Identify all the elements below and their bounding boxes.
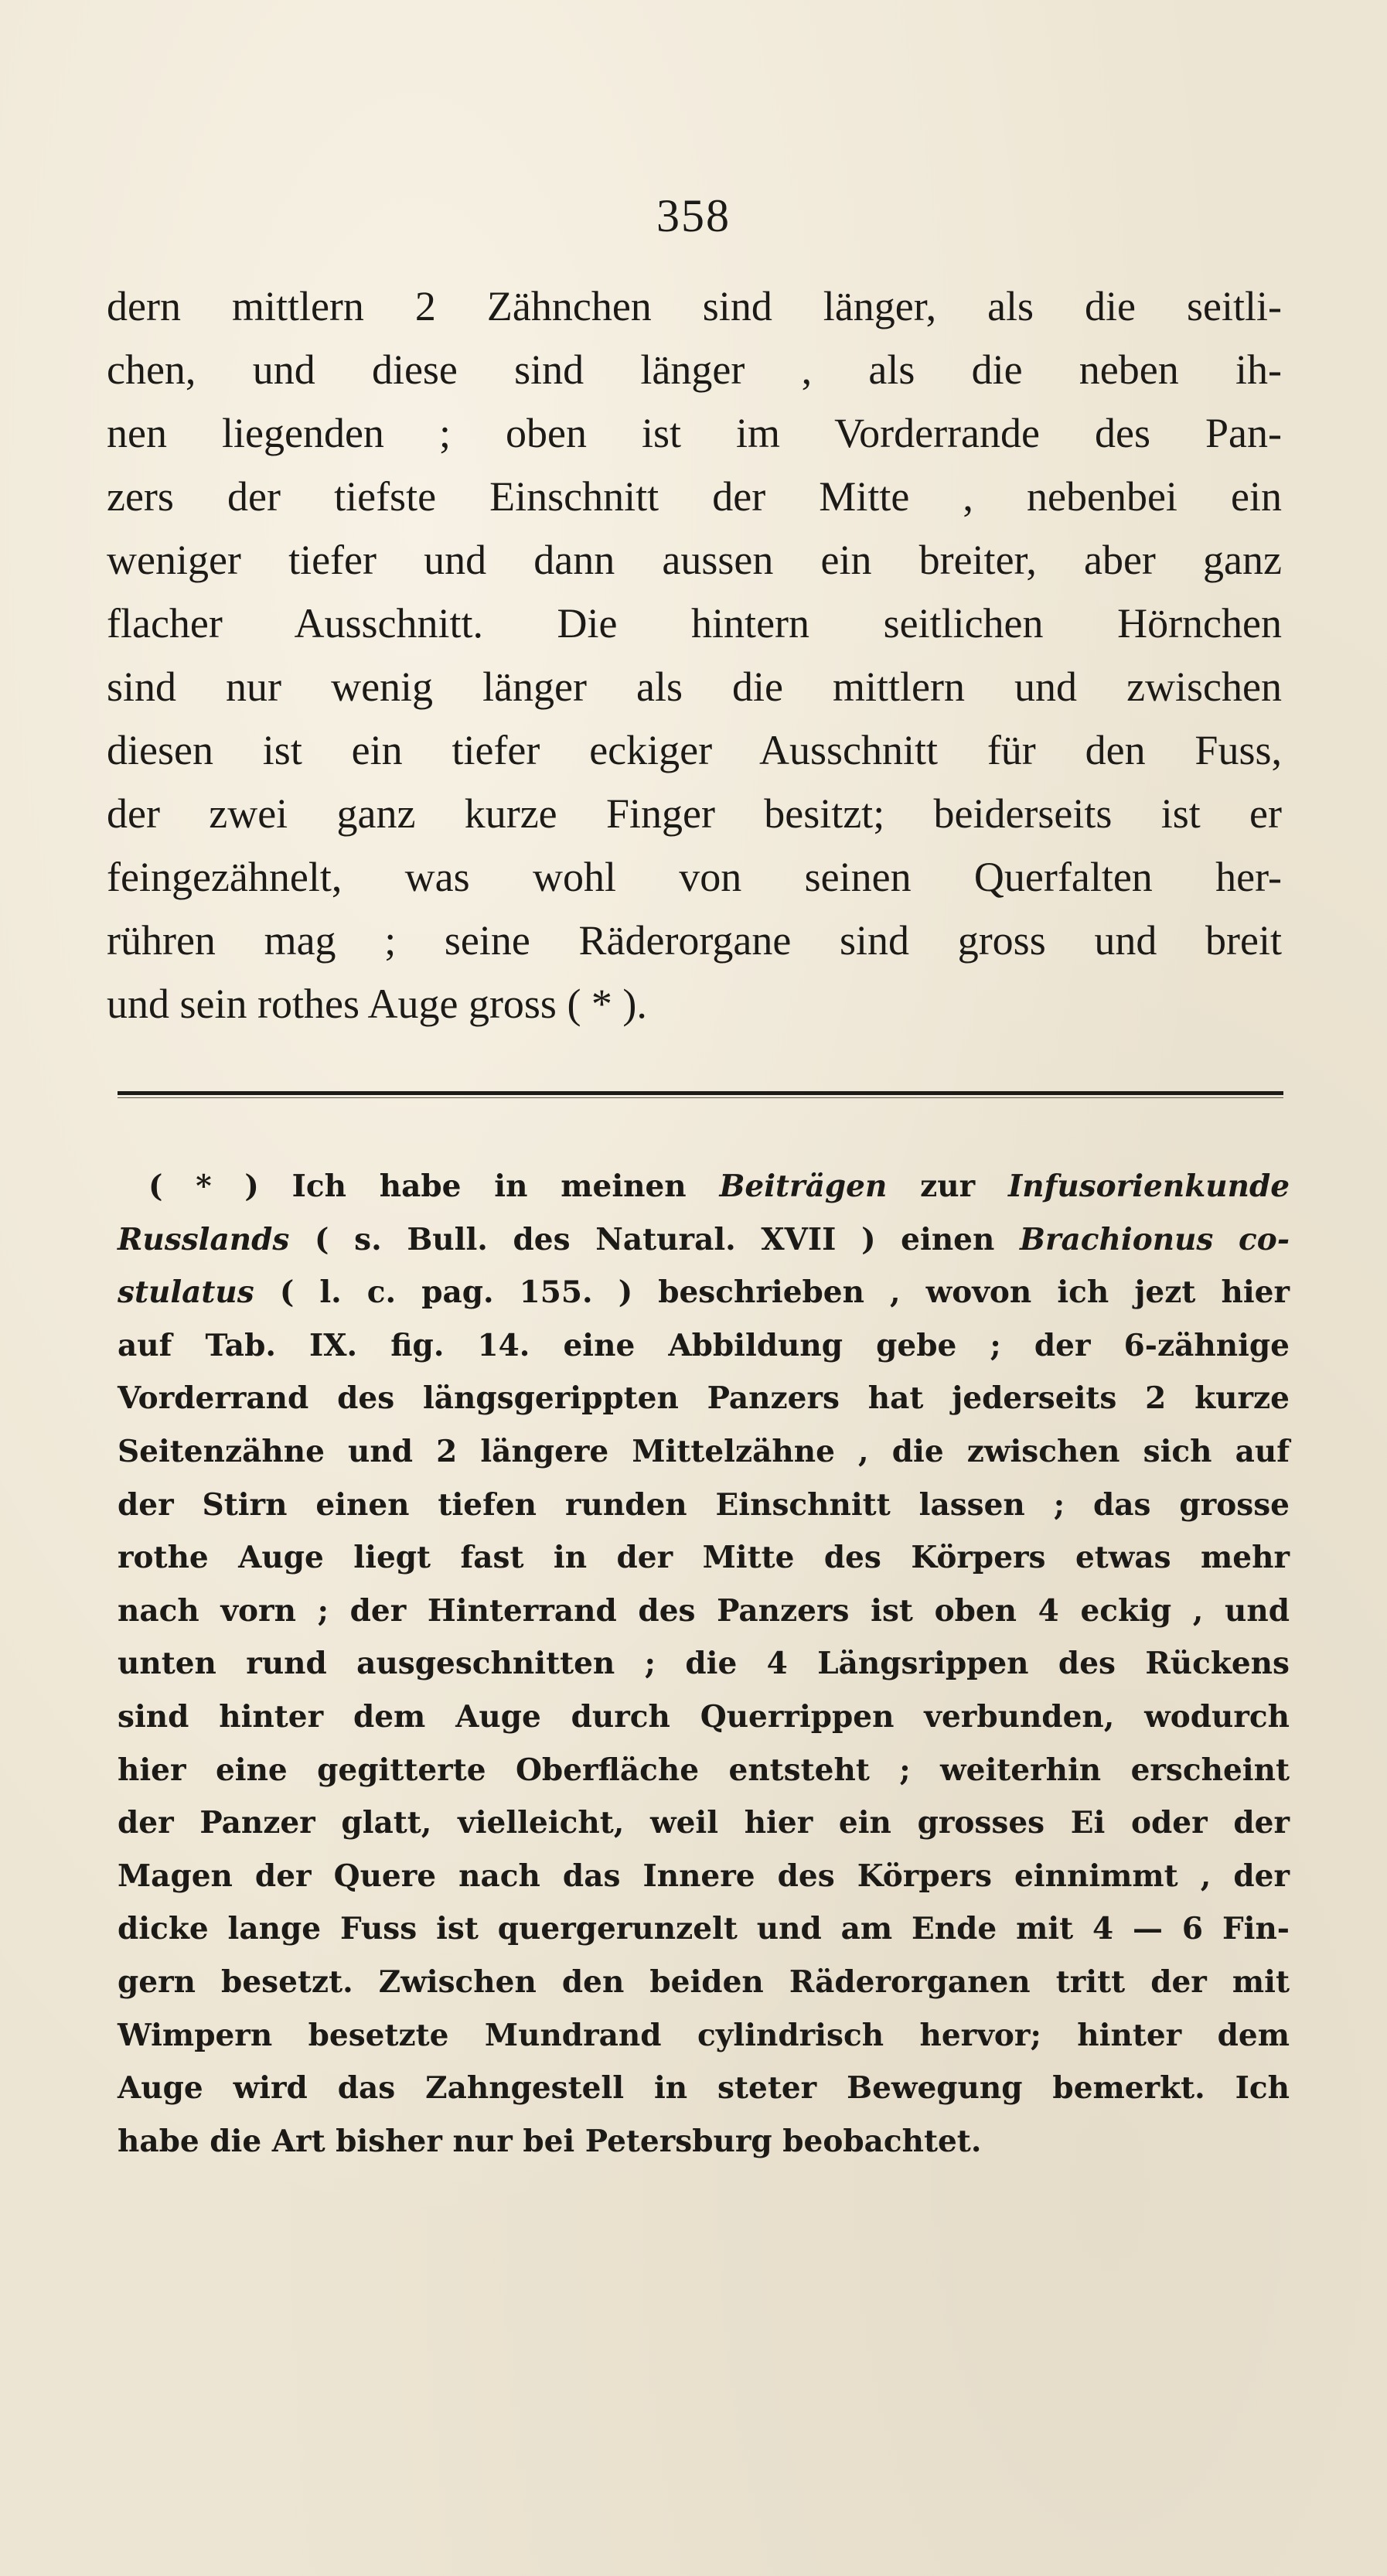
footnote-line: unten rund ausgeschnitten ; die 4 Längsrippen des Rückens bbox=[118, 1646, 1290, 1682]
footnote-line: dicke lange Fuss ist quergerunzelt und am Ende mit 4 — 6 Fin- bbox=[118, 1911, 1290, 1947]
footnote-line: habe die Art bisher nur bei Petersburg beobachtet. bbox=[118, 2123, 982, 2159]
main-text-line: und sein rothes Auge gross ( * ). bbox=[107, 981, 647, 1027]
main-text-line: dern mittlern 2 Zähnchen sind länger, als die seitli- bbox=[107, 283, 1282, 329]
footnote-line: Seitenzähne und 2 längere Mittelzähne , die zwischen sich auf bbox=[118, 1433, 1290, 1469]
footnote-separator-hairline bbox=[118, 1097, 1283, 1098]
footnote-line bbox=[118, 1213, 1290, 1267]
footnote-text: ( l. c. pag. 155. ) beschrieben , wovon ich jezt hier bbox=[279, 1274, 1290, 1311]
footnote-text: ( * ) Ich habe in meinen bbox=[148, 1169, 687, 1204]
footnote-separator-rule bbox=[118, 1091, 1283, 1095]
main-text-line: sind nur wenig länger als die mittlern und zwischen bbox=[107, 664, 1282, 710]
footnote-line: auf Tab. IX. fig. 14. eine Abbildung gebe ; der 6-zähnige bbox=[118, 1327, 1290, 1363]
footnote-italic-species: Brachionus co- bbox=[1020, 1221, 1290, 1257]
footnote-line bbox=[118, 1160, 1290, 1213]
footnote-line bbox=[118, 1266, 1290, 1319]
footnote-line: nach vorn ; der Hinterrand des Panzers ist oben 4 eckig , und bbox=[118, 1592, 1290, 1629]
page-number: 358 bbox=[656, 190, 731, 241]
main-text-line: diesen ist ein tiefer eckiger Ausschnitt für den Fuss, bbox=[107, 727, 1282, 773]
main-text bbox=[107, 275, 1282, 1036]
footnote-italic-title: Beiträgen bbox=[719, 1169, 888, 1204]
footnote-line: Auge wird das Zahngestell in steter Bewegung bemerkt. Ich bbox=[118, 2070, 1290, 2107]
footnote-italic-species: stulatus bbox=[118, 1274, 254, 1311]
main-text-line: zers der tiefste Einschnitt der Mitte , nebenbei ein bbox=[107, 473, 1282, 520]
footnote-italic-title: Infusorienkunde bbox=[1007, 1169, 1290, 1204]
footnote-text: zur bbox=[920, 1169, 976, 1204]
footnote-line: rothe Auge liegt fast in der Mitte des Körpers etwas mehr bbox=[118, 1540, 1290, 1576]
footnote-line: Vorderrand des längsgerippten Panzers hat jederseits 2 kurze bbox=[118, 1380, 1290, 1417]
footnote-line: Wimpern besetzte Mundrand cylindrisch hervor; hinter dem bbox=[118, 2017, 1290, 2053]
main-text-line: chen, und diese sind länger , als die neben ih- bbox=[107, 346, 1282, 393]
footnote-line: der Panzer glatt, vielleicht, weil hier ein grosses Ei oder der bbox=[118, 1805, 1290, 1841]
footnote-line: der Stirn einen tiefen runden Einschnitt lassen ; das grosse bbox=[118, 1486, 1290, 1523]
footnote-line: hier eine gegitterte Oberfläche entsteht ; weiterhin erscheint bbox=[118, 1752, 1290, 1788]
main-text-line: der zwei ganz kurze Finger besitzt; beiderseits ist er bbox=[107, 790, 1282, 837]
footnote-italic-title: Russlands bbox=[118, 1221, 290, 1257]
footnote-line: Magen der Quere nach das Innere des Körpers einnimmt , der bbox=[118, 1858, 1290, 1894]
footnote-text: ( s. Bull. des Natural. XVII ) einen bbox=[315, 1221, 995, 1257]
footnote-line: gern besetzt. Zwischen den beiden Räderorganen tritt der mit bbox=[118, 1964, 1290, 2000]
main-text-line: weniger tiefer und dann aussen ein breiter, aber ganz bbox=[107, 537, 1282, 583]
main-text-line: flacher Ausschnitt. Die hintern seitlichen Hörnchen bbox=[107, 600, 1282, 647]
footnote-line: sind hinter dem Auge durch Querrippen verbunden, wodurch bbox=[118, 1698, 1290, 1735]
footnote bbox=[118, 1160, 1290, 2168]
main-text-line: nen liegenden ; oben ist im Vorderrande des Pan- bbox=[107, 410, 1282, 456]
main-text-line: feingezähnelt, was wohl von seinen Querfalten her- bbox=[107, 854, 1282, 900]
main-text-line: rühren mag ; seine Räderorgane sind gross und breit bbox=[107, 917, 1282, 964]
